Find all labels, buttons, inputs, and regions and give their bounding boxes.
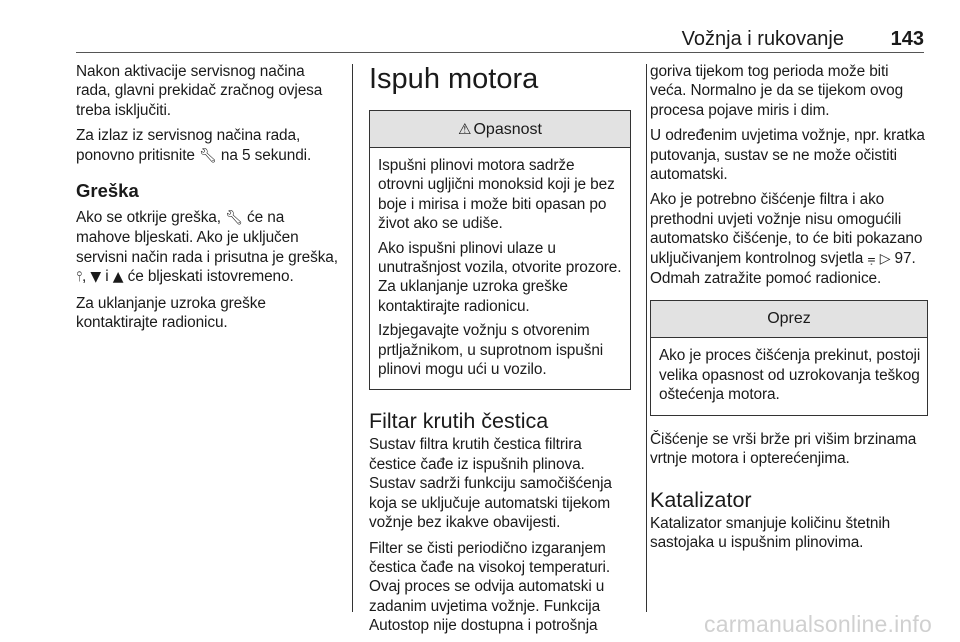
suspension-icon: ⫯: [76, 269, 82, 286]
caution-box-header: Oprez: [651, 301, 927, 338]
paragraph: Filter se čisti periodično izgaranjem čestica čađe na visokoj temperaturi. Ovaj proces se odvija automatski u zadanim uvjetima vožnje. Funkcija Autostop nije dostupna i potrošnja: [369, 539, 611, 635]
subheading: Greška: [76, 180, 139, 202]
reference-arrow-icon: ▷: [879, 250, 891, 267]
up-triangle-icon: ▲: [112, 269, 124, 286]
paragraph: Izbjegavajte vožnju s otvorenim prtljažnikom, u suprotnom ispušni plinovi mogu ući u vozilo.: [378, 322, 604, 379]
danger-box: [369, 110, 631, 390]
watermark: carmanualsonline.info: [704, 611, 932, 637]
wrench-icon: 🔧︎: [225, 210, 243, 227]
paragraph: Ako je proces čišćenja prekinut, postoji velika opasnost od uzrokovanja teškog oštećenja motora.: [659, 347, 921, 404]
dpf-icon: ⩦: [867, 250, 876, 267]
wrench-icon: 🔧︎: [199, 147, 217, 164]
danger-heading: Opasnost: [473, 121, 542, 138]
paragraph: Ispušni plinovi motora sadrže otrovni ugljični monoksid koji je bez boje i mirisa i može biti opasan po život ako se udiše.: [378, 157, 615, 233]
text-run: Za izlaz iz servisnog načina rada, ponovno pritisnite: [76, 127, 301, 164]
paragraph: Čišćenje se vrši brže pri višim brzinama vrtnje motora i opterećenjima.: [650, 430, 917, 468]
text-run: će bljeskati istovremeno.: [127, 268, 294, 286]
warning-triangle-icon: ⚠︎: [458, 120, 472, 138]
text-run: Ako je potrebno čišćenje filtra i ako prethodni uvjeti vožnje nisu omogućili automatsko čišćenje, to će biti pokazano uključivanjem kontrolnog svjetla: [650, 191, 923, 267]
text-run: . Odmah zatražite pomoć radionice.: [650, 249, 916, 288]
paragraph: Za uklanjanje uzroka greške kontaktirajte radionicu.: [76, 294, 266, 332]
text-run: i: [105, 268, 109, 286]
down-triangle-icon: ▼: [90, 269, 102, 286]
paragraph: Nakon aktivacije servisnog načina rada, glavni prekidač zračnog ovjesa treba isključiti.: [76, 63, 323, 119]
page-reference: 97: [894, 249, 912, 267]
text-run: na 5 sekundi.: [220, 146, 312, 164]
paragraph: Ako ispušni plinovi ulaze u unutrašnjost vozila, otvorite prozore. Za uklanjanje uzroka greške kontaktirajte radionicu.: [378, 239, 622, 315]
caution-box-body: [651, 338, 927, 414]
column-2: [369, 62, 631, 642]
paragraph: [76, 208, 338, 288]
chapter-title: Vožnja i rukovanje: [681, 28, 844, 50]
paragraph: U određenim uvjetima vožnje, npr. kratka putovanja, sustav se ne može očistiti automatski.: [650, 127, 925, 184]
paragraph: [76, 126, 338, 166]
section-title: Ispuh motora: [369, 63, 539, 95]
section-title: Filtar krutih čestica: [369, 409, 549, 434]
column-divider-right: [646, 64, 647, 612]
danger-box-header: [370, 111, 630, 148]
text-run: Ako se otkrije greška,: [76, 209, 221, 227]
paragraph: [650, 190, 928, 288]
column-1: [76, 62, 338, 338]
paragraph: goriva tijekom tog perioda može biti veća. Normalno je da se tijekom ovog procesa pojave miris i dim.: [650, 63, 904, 119]
column-3: [650, 62, 928, 558]
paragraph: Katalizator smanjuje količinu štetnih sastojaka u ispušnim plinovima.: [650, 514, 891, 551]
text-run: će na mahove bljeskati. Ako je uključen servisni način rada i prisutna je greška,: [76, 209, 338, 266]
text-run: ,: [82, 268, 87, 286]
section-title: Katalizator: [650, 487, 752, 512]
caution-box: [650, 300, 928, 415]
page-number: 143: [890, 28, 924, 50]
paragraph: Sustav filtra krutih čestica filtrira čestice čađe iz ispušnih plinova. Sustav sadrži funkciju samočišćenja koja se uključuje automatski tijekom vožnje bez ikakve obavijesti.: [369, 436, 612, 532]
page-header: [76, 26, 924, 53]
danger-box-body: [370, 148, 630, 389]
column-divider-left: [352, 64, 353, 612]
